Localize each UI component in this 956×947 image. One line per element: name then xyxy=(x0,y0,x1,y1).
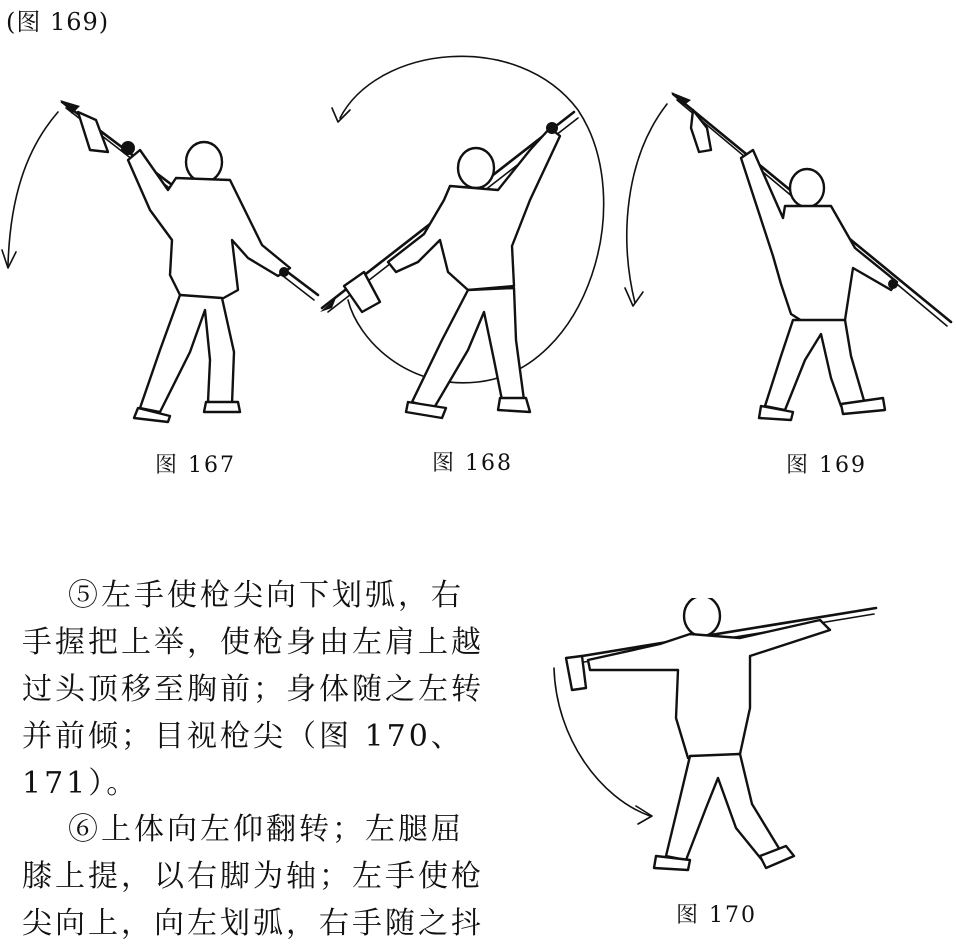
figure-169-illustration xyxy=(615,88,956,435)
figure-169-caption: 图 169 xyxy=(786,453,867,478)
figure-reference: (图 169) xyxy=(6,8,110,36)
paragraph-step-5-continued xyxy=(22,619,497,807)
figure-167-caption: 图 167 xyxy=(155,453,236,478)
paragraph-line: 过头顶移至胸前；身体随之左转 xyxy=(22,672,484,707)
paragraph-line: 并前倾；目视枪尖（图 170、 xyxy=(22,719,464,754)
paragraph-step-5 xyxy=(68,572,543,619)
paragraph-step-6 xyxy=(68,806,543,853)
figure-168-illustration xyxy=(318,40,618,435)
figure-168-caption: 图 168 xyxy=(432,451,513,476)
paragraph-line: 膝上提，以右脚为轴；左手使枪 xyxy=(22,859,484,894)
paragraph-step-6-continued xyxy=(22,853,497,947)
paragraph-line: 手握把上举，使枪身由左肩上越 xyxy=(22,625,484,660)
paragraph-line: 171）。 xyxy=(22,766,140,801)
figure-170-caption: 图 170 xyxy=(676,903,757,928)
spear-form-figure-icon xyxy=(2,100,318,422)
spear-form-figure-icon xyxy=(625,92,951,420)
spear-form-figure-icon xyxy=(554,598,876,870)
spear-form-figure-icon xyxy=(320,56,604,418)
figure-170-illustration xyxy=(540,598,885,888)
figure-167-illustration xyxy=(0,90,330,435)
paragraph-line: ⑥上体向左仰翻转；左腿屈 xyxy=(68,812,464,847)
paragraph-line: 尖向上，向左划弧，右手随之抖 xyxy=(22,906,484,941)
paragraph-line: ⑤左手使枪尖向下划弧，右 xyxy=(68,578,464,613)
